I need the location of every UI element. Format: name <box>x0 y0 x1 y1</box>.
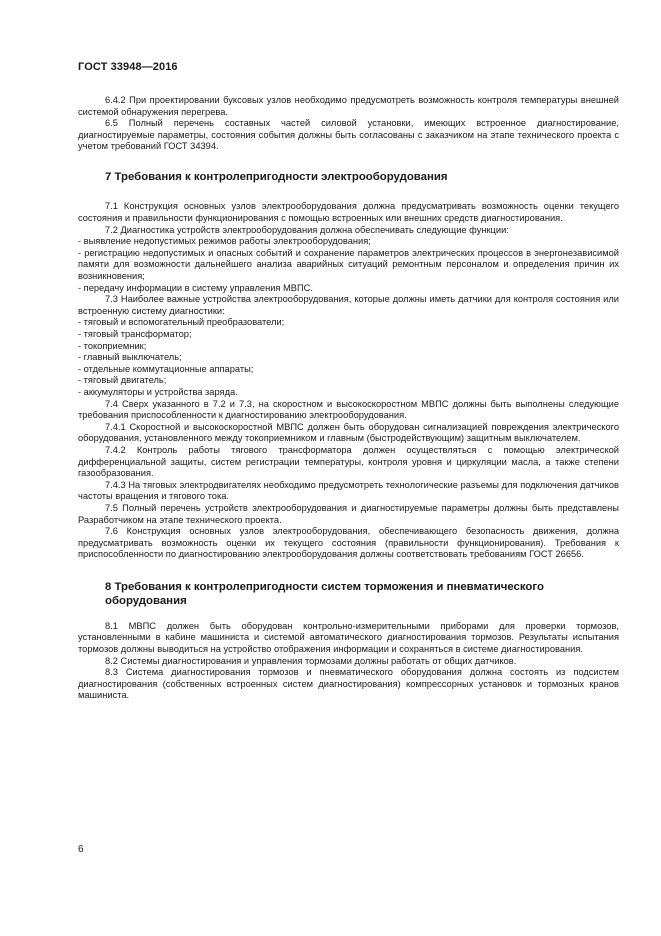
list-item: - тяговый и вспомогательный преобразователи; <box>78 317 285 328</box>
list-item: - передачу информации в систему управления МВПС. <box>78 282 313 293</box>
paragraph-7-6: 7.6 Конструкция основных узлов электрооборудования, обеспечивающего безопасность движения, должна предусматривать возможность оценки их текущего состояния (правильности функционирования). Требования к приспособленности по диагностированию электрооборудования должны соответствовать требованиям ГОСТ 26656. <box>78 526 619 560</box>
paragraph-7-2: 7.2 Диагностика устройств электрооборудования должна обеспечивать следующие функции: <box>105 224 509 235</box>
paragraph-7-4-2: 7.4.2 Контроль работы тягового трансформатора должен осуществляться с помощью электрической дифференциальной защиты, систем регистрации температуры, контроля уровня и циркуляции масла, а также степени газообразования. <box>78 444 619 479</box>
paragraph-7-1: 7.1 Конструкция основных узлов электрооборудования должна предусматривать возможность оценки текущего состояния и правильности функционирования с помощью встроенных или внешних средств диагностирования. <box>78 201 619 224</box>
paragraph-7-3: 7.3 Наиболее важные устройства электрооборудования, которые должны иметь датчики для контроля состояния или встроенную систему диагностики: <box>78 294 619 316</box>
page-number: 6 <box>78 844 84 855</box>
paragraph-8-1: 8.1 МВПС должен быть оборудован контрольно-измерительными приборами для проверки тормозов, установленными в кабине машиниста и системой автоматического диагностирования тормозов. Результаты испытания тормозов должны выводиться на устройство отображения информации и сохраняться в системе диагностирования. <box>78 620 619 655</box>
list-item: - тяговый двигатель; <box>78 375 167 386</box>
paragraph-8-3: 8.3 Система диагностирования тормозов и пневматического оборудования должна состоять из подсистем диагностирования (собственных встроенных систем диагностирования) компрессорных установок и тормозных кранов машиниста. <box>78 667 619 701</box>
list-item: - выявление недопустимых режимов работы электрооборудования; <box>78 236 371 247</box>
list-item: - отдельные коммутационные аппараты; <box>78 363 254 374</box>
list-item: - регистрацию недопустимых и опасных событий и сохранение параметров электрических процессов в энергонезависимой памяти для возможности дальнейшего анализа аварийных ситуаций ремонтным персоналом и определения причин их возникновения; <box>78 247 619 282</box>
paragraph-6-4-2: 6.4.2 При проектировании буксовых узлов необходимо предусмотреть возможность контроля температуры внешней системой обнаружения перегрева. <box>78 95 619 117</box>
paragraph-6-5: 6.5 Полный перечень составных частей силовой установки, имеющих встроенное диагностирование, диагностируемые параметры, состояния события должны быть согласованы с заказчиком на этапе технического проекта с учетом требований ГОСТ 34394. <box>78 118 619 152</box>
list-item: - главный выключатель; <box>78 352 182 363</box>
paragraph-8-2: 8.2 Системы диагностирования и управления тормозами должны работать от общих датчиков. <box>105 655 517 666</box>
paragraph-7-5: 7.5 Полный перечень устройств электрооборудования и диагностируемые параметры должны быть представлены Разработчиком на этапе технического проекта. <box>78 502 619 525</box>
paragraph-7-4-1: 7.4.1 Скоростной и высокоскоростной МВПС должен быть оборудован сигнализацией повреждения электрического оборудования, установленного между токоприемником и главным (быстродействующим) защитным выключателем. <box>78 421 619 444</box>
paragraph-7-4-3: 7.4.3 На тяговых электродвигателях необходимо предусмотреть технологические разъемы для подключения датчиков частоты вращения и тягового тока. <box>78 479 619 502</box>
section-7-title: 7 Требования к контролепригодности электрооборудования <box>105 170 448 183</box>
document-header: ГОСТ 33948—2016 <box>78 61 178 73</box>
document-body <box>78 95 619 702</box>
paragraph-7-4: 7.4 Сверх указанного в 7.2 и 7.3, на скоростном и высокоскоростном МВПС должны быть выполнены следующие требования приспособленности к диагностированию электрооборудования. <box>78 398 619 421</box>
list-item: - аккумуляторы и устройства заряда. <box>78 386 238 397</box>
list-item: - тяговый трансформатор; <box>78 329 192 339</box>
list-item: - токоприемник; <box>78 340 147 351</box>
section-8-title: 8 Требования к контролепригодности систем торможения и пневматического оборудования <box>105 580 544 608</box>
